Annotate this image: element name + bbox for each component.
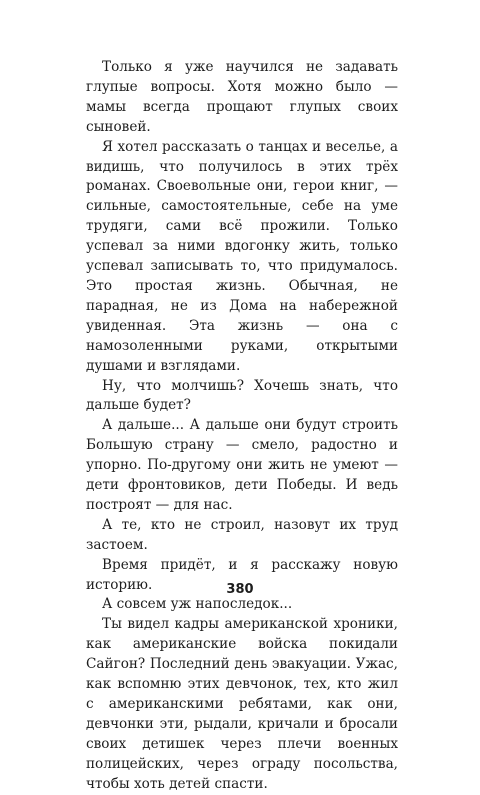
page-number: 380 [226,582,254,597]
paragraph-6: Время придёт, и я расскажу новую историю. [86,556,398,593]
paragraph-3: Ну, что молчишь? Хочешь знать, что дальше будет? [86,377,398,414]
paragraph-4: А дальше... А дальше они будут строить Большую страну — смело, радостно и упорно. По-другому они жить не умеют — дети фронтовиков, дети Победы. И ведь построят — для нас. [86,417,398,513]
paragraph-2: Я хотел рассказать о танцах и веселье, а видишь, что получилось в этих трёх романах. Своевольные они, герои книг, — сильные, самостоятельные, себе на уме трудяги, сами всё прожили. Только успевал за ними вдогонку жить, только успевал записывать то, что придумалось. Это простая жизнь. Обычная, не парадная, не из Дома на набережной увиденная. Эта жизнь — она с намозоленными руками, открытыми душами и взглядами. [86,138,398,374]
paragraph-1: Только я уже научился не задавать глупые вопросы. Хотя можно было — мамы всегда прощают глупых своих сыновей. [86,59,398,135]
paragraph-7: А совсем уж напоследок... [102,596,293,613]
paragraph-8: Ты видел кадры американской хроники, как американские войска покидали Сайгон? Последний день эвакуации. Ужас, как вспомню этих девчонок, тех, кто жил с американскими ребятами, как они, девчонки эти, рыдали, кричали и бросали своих детишек через плечи военных полицейских, через ограду посольства, чтобы хоть детей спасти. [86,616,398,792]
body-text [86,58,398,795]
paragraph-5: А те, кто не строил, назовут их труд застоем. [86,516,398,553]
